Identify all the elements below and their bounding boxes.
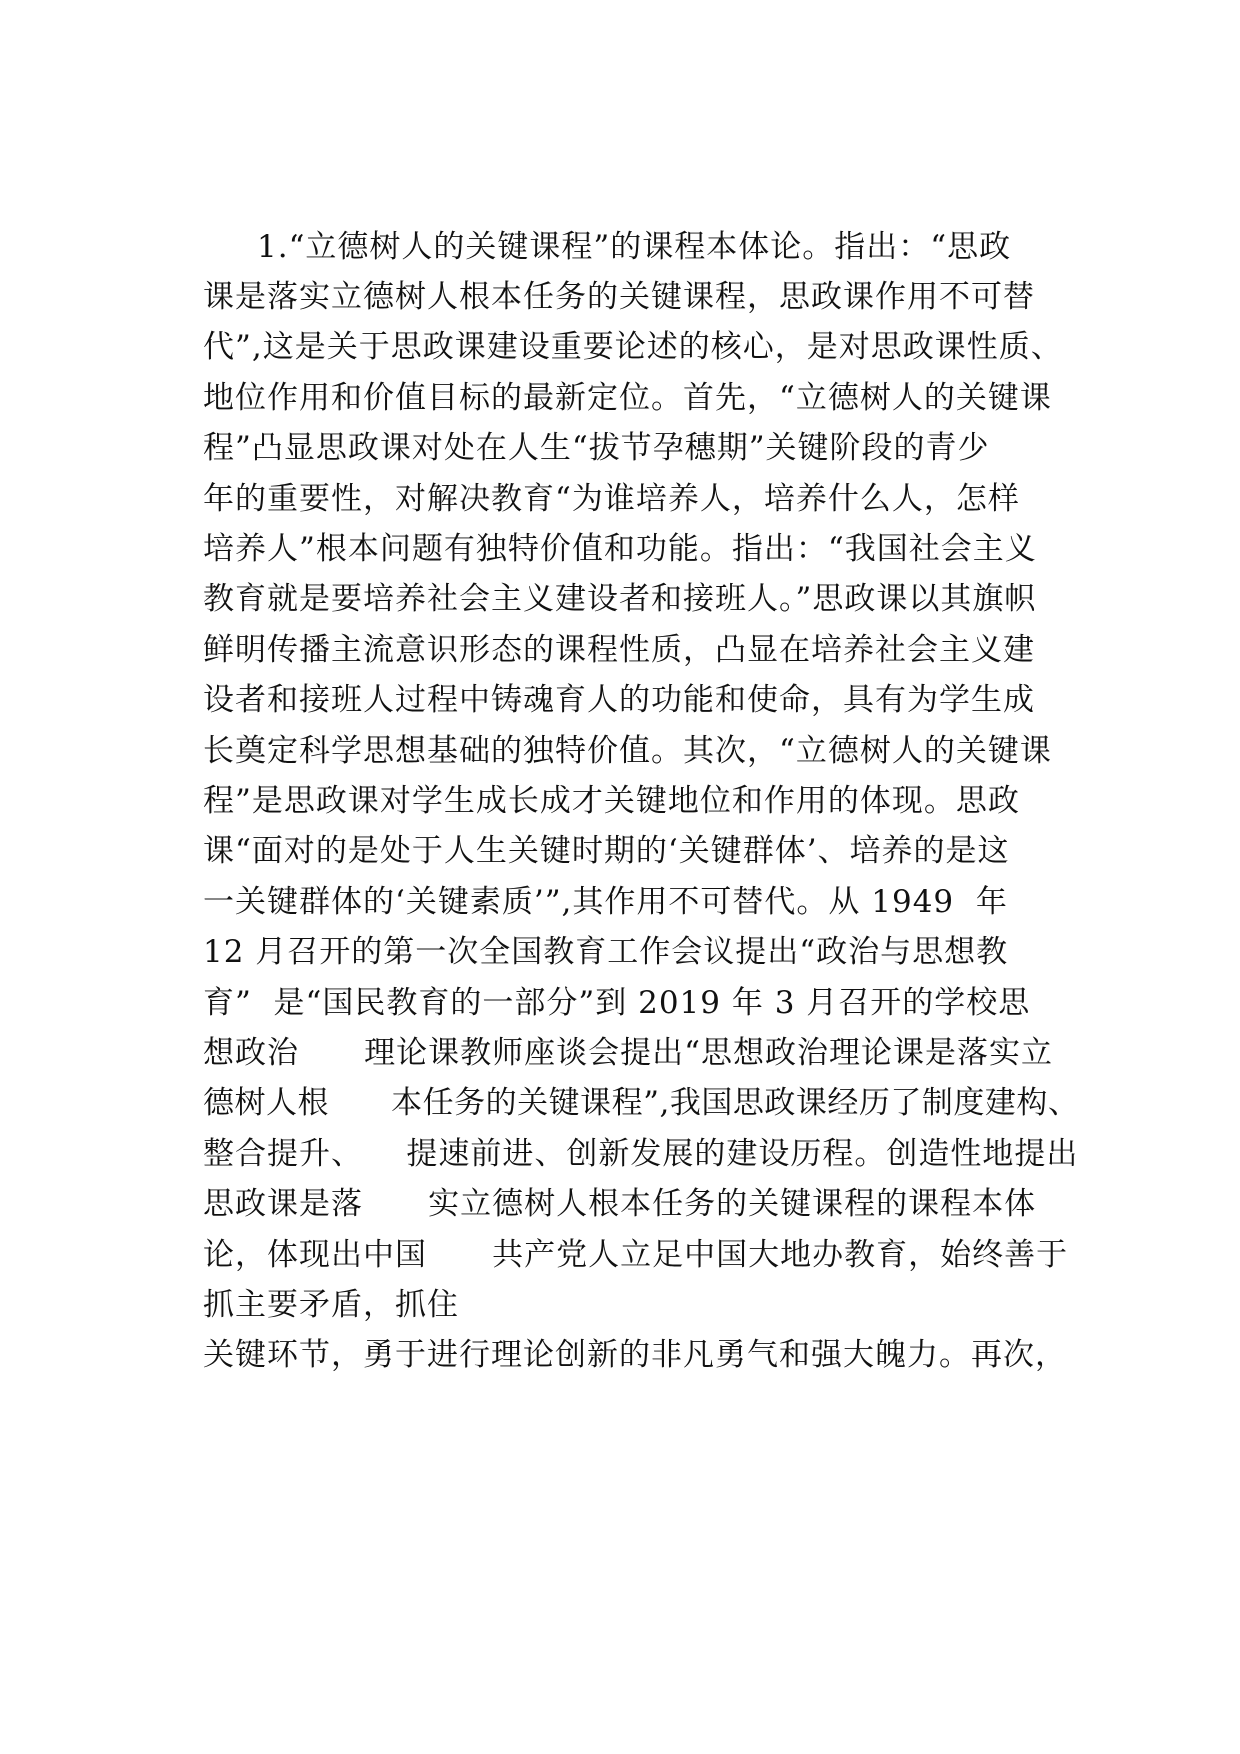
paragraph-line: 12 月召开的第一次全国教育工作会议提出“政治与思想教: [203, 934, 1009, 970]
paragraph-line: 关键环节，勇于进行理论创新的非凡勇气和强大魄力。再次，: [203, 1337, 1067, 1373]
paragraph-line: 鲜明传播主流意识形态的课程性质，凸显在培养社会主义建: [203, 632, 1035, 668]
paragraph-line: 设者和接班人过程中铸魂育人的功能和使命，具有为学生成: [203, 682, 1035, 718]
paragraph-line: 1.“立德树人的关键课程”的课程本体论。指出：“思政: [257, 229, 1012, 265]
paragraph-line: 程”凸显思政课对处在人生“拔节孕穗期”关键阶段的青少: [203, 430, 990, 466]
paragraph-line: 长奠定科学思想基础的独特价值。其次，“立德树人的关键课: [203, 733, 1052, 769]
paragraph-line: 课是落实立德树人根本任务的关键课程，思政课作用不可替: [203, 279, 1035, 315]
paragraph-line: 一关键群体的‘关键素质’”,其作用不可替代。从 1949 年: [203, 884, 1008, 920]
paragraph-line: 抓主要矛盾，抓住: [203, 1287, 459, 1323]
paragraph-line: 年的重要性，对解决教育“为谁培养人，培养什么人，怎样: [203, 481, 1020, 517]
paragraph-line: 育” 是“国民教育的一部分”到 2019 年 3 月召开的学校思: [203, 985, 1031, 1021]
paragraph-line: 培养人”根本问题有独特价值和功能。指出：“我国社会主义: [203, 531, 1037, 567]
paragraph-line: 整合提升、 提速前进、创新发展的建设历程。创造性地提出: [203, 1136, 1079, 1172]
paragraph-line: 德树人根 本任务的关键课程”,我国思政课经历了制度建构、: [203, 1085, 1080, 1121]
paragraph-line: 想政治 理论课教师座谈会提出“思想政治理论课是落实立: [203, 1035, 1053, 1071]
paragraph-line: 课“面对的是处于人生关键时期的‘关键群体’、培养的是这: [203, 833, 1010, 869]
paragraph-line: 地位作用和价值目标的最新定位。首先，“立德树人的关键课: [203, 380, 1052, 416]
paragraph-line: 教育就是要培养社会主义建设者和接班人。”思政课以其旗帜: [203, 581, 1037, 617]
paragraph-line: 思政课是落 实立德树人根本任务的关键课程的课程本体: [203, 1186, 1037, 1222]
paragraph-line: 程”是思政课对学生成长成才关键地位和作用的体现。思政: [203, 783, 1020, 819]
paragraph-line: 代”,这是关于思政课建设重要论述的核心，是对思政课性质、: [203, 329, 1063, 365]
paragraph-line: 论，体现出中国 共产党人立足中国大地办教育，始终善于: [203, 1237, 1069, 1273]
